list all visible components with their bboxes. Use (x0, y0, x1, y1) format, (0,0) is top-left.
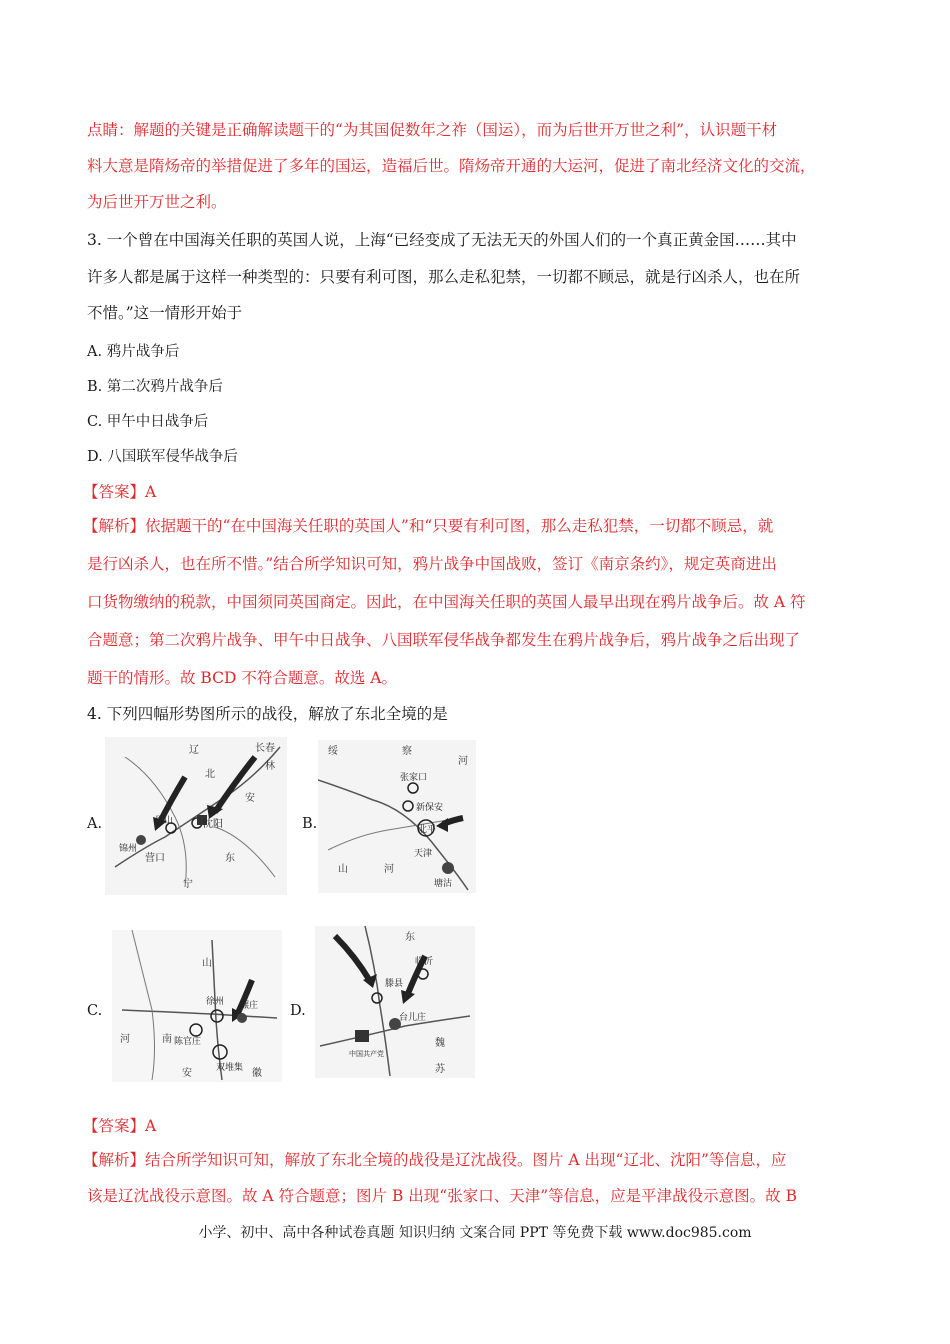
map-c-label-shan: 山 (202, 958, 212, 969)
map-c-label-nan: 南 (162, 1034, 172, 1045)
q4-option-b-label: B. (302, 816, 318, 832)
map-a-label-heishan: 黑山 (155, 816, 174, 826)
map-d-label-wei: 魏 (435, 1038, 445, 1049)
map-d-background (315, 926, 475, 1078)
q4-analysis-line-1: 【解析】结合所学知识可知，解放了东北全境的战役是辽沈战役。图片 A 出现“辽北、沈阳”等信息，应 (83, 1151, 787, 1169)
map-d-label-tengxian: 滕县 (385, 979, 404, 989)
map-c-label-nianzhuang: 碾庄 (240, 1001, 259, 1011)
map-d-label-su: 苏 (435, 1064, 445, 1075)
map-c-city-nianzhuang (237, 1013, 247, 1023)
map-b-label-xinbaoan: 新保安 (416, 803, 444, 813)
map-b-label-shan: 山 (338, 864, 348, 875)
map-d-label-linyi: 临沂 (415, 957, 434, 967)
q4-option-d-label: D. (290, 1003, 306, 1019)
page-footer: 小学、初中、高中各种试卷真题 知识归纳 文案合同 PPT 等免费下载 www.doc985.com (198, 1225, 752, 1241)
map-b-label-he-2: 河 (384, 864, 394, 875)
map-a-label-an: 安 (245, 793, 255, 804)
map-c-label-he: 河 (120, 1034, 130, 1045)
q4-answer: 【答案】A (83, 1117, 157, 1135)
map-b-label-beiping: 北平 (418, 825, 437, 835)
map-c-label-xuzhou: 徐州 (206, 997, 225, 1007)
map-b-label-he: 河 (458, 756, 468, 767)
map-d-battle-marker (355, 1030, 369, 1042)
map-a-label-bei: 北 (205, 769, 215, 780)
q4-option-c-label: C. (87, 1003, 103, 1019)
q3-analysis-line-3: 口货物缴纳的税款，中国须同英国商定。因此，在中国海关任职的英国人最早出现在鸦片战争后。故 A 符 (87, 593, 806, 611)
q3-stem-line-3: 不惜。”这一情形开始于 (87, 304, 243, 322)
dianjing-line-3: 为后世开万世之利。 (87, 193, 227, 211)
map-b-label-zhangjiakou: 张家口 (400, 773, 428, 783)
q3-stem-line-2: 许多人都是属于这样一种类型的：只要有利可图，那么走私犯禁，一切都不顾忌，就是行凶杀人，也在所 (87, 268, 801, 286)
map-c-label-chenguanzhuang: 陈官庄 (174, 1037, 202, 1047)
q3-option-d: D. 八国联军侵华战争后 (87, 449, 238, 465)
q3-analysis-line-5: 题干的情形。故 BCD 不符合题意。故选 A。 (87, 669, 397, 687)
map-a-label-liao: 辽 (189, 745, 199, 756)
q3-analysis-line-2: 是行凶杀人，也在所不惜。”结合所学知识可知，鸦片战争中国战败，签订《南京条约》，规定英商进出 (87, 555, 777, 573)
q3-option-a: A. 鸦片战争后 (87, 344, 180, 360)
map-b-label-tianjin: 天津 (414, 849, 433, 859)
map-b-label-tanggu: 塘沽 (434, 879, 453, 889)
map-d-taierzhuang (315, 926, 475, 1078)
map-c-huaihai (112, 930, 282, 1082)
map-d-label-ccp: 中国共产党 (349, 1050, 384, 1058)
map-a-label-jinzhou: 锦州 (119, 844, 138, 854)
map-a-liaoshen (105, 737, 287, 895)
map-c-label-shuangduiji: 双堆集 (216, 1063, 244, 1073)
map-b-label-cha: 察 (402, 746, 412, 757)
q3-option-b: B. 第二次鸦片战争后 (87, 379, 223, 395)
map-b-city-tanggu (442, 862, 454, 874)
map-b-pingjin (318, 740, 476, 893)
map-d-label-taierzhuang: 台儿庄 (399, 1013, 427, 1023)
q3-answer: 【答案】A (83, 483, 157, 501)
dianjing-line-1: 点睛：解题的关键是正确解读题干的“为其国促数年之祚（国运），而为后世开万世之利”，认识题干材 (87, 121, 778, 139)
map-b-label-sui: 绥 (328, 746, 338, 757)
map-a-city-jinzhou (136, 835, 146, 845)
map-c-label-hui: 徽 (252, 1068, 262, 1079)
q3-analysis-line-1: 【解析】依据题干的“在中国海关任职的英国人”和“只要有利可图，那么走私犯禁，一切都不顾忌，就 (83, 517, 774, 535)
map-a-label-shenyang: 沈阳 (203, 819, 223, 830)
q3-option-c: C. 甲午中日战争后 (87, 414, 209, 430)
dianjing-line-2: 料大意是隋炀帝的举措促进了多年的国运，造福后世。隋炀帝开通的大运河，促进了南北经济文化的交流， (87, 157, 816, 175)
q4-stem: 4. 下列四幅形势图所示的战役，解放了东北全境的是 (87, 705, 448, 723)
map-a-label-ning: 宁 (183, 879, 193, 890)
map-d-label-dong: 东 (405, 932, 415, 943)
q4-analysis-line-2: 该是辽沈战役示意图。故 A 符合题意；图片 B 出现“张家口、天津”等信息，应是平津战役示意图。故 B (87, 1187, 797, 1205)
q3-stem-line-1: 3. 一个曾在中国海关任职的英国人说，上海“已经变成了无法无天的外国人们的一个真正黄金国……其中 (87, 231, 797, 249)
map-a-label-yingkou: 营口 (145, 853, 165, 864)
map-a-label-dong: 东 (225, 853, 235, 864)
map-a-label-changchun: 长春 (255, 743, 275, 754)
map-c-label-an: 安 (182, 1068, 192, 1079)
q3-analysis-line-4: 合题意；第二次鸦片战争、甲午中日战争、八国联军侵华战争都发生在鸦片战争后，鸦片战争之后出现了 (87, 631, 801, 649)
map-a-label-lin: 林 (265, 761, 275, 772)
q4-option-a-label: A. (87, 816, 103, 832)
